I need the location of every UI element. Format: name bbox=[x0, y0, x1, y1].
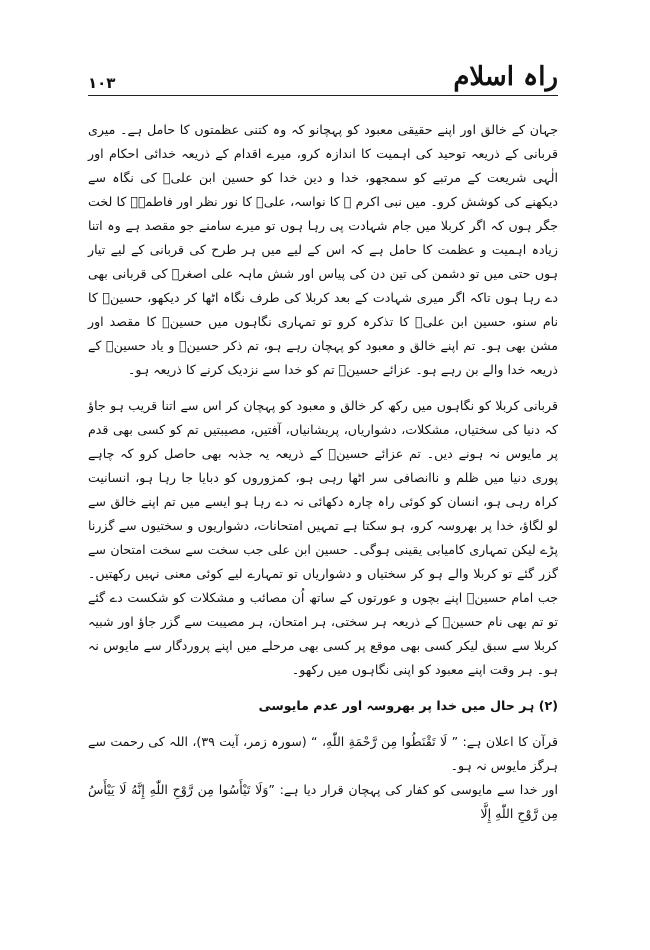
header-rule bbox=[88, 95, 558, 96]
paragraph-2: قربانی کربلا کو نگاہوں میں رکھ کر خالق و معبود کو پہچان کر اس سے اتنا قریب ہو جاؤ کہ دنیا کی سختیاں، مشکلات، دشواریاں، پریشانیاں، آفتیں، مصیبتیں تم کو کسی بھی قدم پر مایوس نہ ہونے دیں۔ تم عزائے حسینؑ کے ذریعہ یہ جذبہ بھی حاصل کرو کہ چاہے پوری دنیا میں ظلم و ناانصافی سر اٹھا رہی ہو، کمزوروں کو دبایا جا رہا ہو، انسانیت کراہ رہی ہو، انسان کو کوئی راہ چارہ دکھائی نہ دے رہا ہو ایسے میں تم اپنے خالق سے لو لگاؤ، خدا پر بھروسہ کرو، ہو سکتا ہے تمہیں امتحانات، دشواریوں و سختیوں سے گزرنا پڑے لیکن تمہاری کامیابی یقینی ہوگی۔ حسین ابن علی جب سخت سے سخت امتحان سے گزر گئے تو کربلا والے ہو کر سختیاں و دشواریاں تو تمہارے لیے کوئی معنی نہیں رکھتیں۔ جب امام حسینؑ اپنے بچوں و عورتوں کے ساتھ اُن مصائب و مشکلات کو شکست دے گئے تو تم بھی نام حسینؑ کے ذریعہ ہر سختی، ہر امتحان، ہر مصیبت سے گزر جاؤ اور شبیہ کربلا سے سبق لیکر کسی بھی موقع پر کسی بھی مرحلے میں اپنے پروردگار سے مایوس نہ ہو۔ ہر وقت اپنے معبود کو اپنی نگاہوں میں رکھو۔ bbox=[88, 398, 558, 677]
book-title: راہ اسلام bbox=[453, 62, 558, 92]
page-header bbox=[88, 52, 558, 92]
page-number: ۱۰۳ bbox=[88, 74, 116, 92]
quran-line-1: قرآن کا اعلان ہے: ” لَا تَقْنَطُوا مِن رَّحْمَةِ اللّٰهِ، “ (سورہ زمر، آیت ۳۹)، اللہ کی رحمت سے ہرگز مایوس نہ ہو۔ bbox=[88, 734, 558, 773]
quran-line-2: اور خدا سے مایوسی کو کفار کی پہچان قرار دیا ہے: ”وَلَا تَيْأَسُوا مِن رَّوْحِ اللّٰهِ إِنَّهُ لَا يَيْأَسُ مِن رَّوْحِ اللّٰهِ إِلَّا bbox=[88, 782, 558, 821]
paragraph-1: جہان کے خالق اور اپنے حقیقی معبود کو پہچانو کہ وہ کتنی عظمتوں کا حامل ہے۔ میری قربانی کے ذریعہ توحید کی اہمیت کا اندازہ کرو، میرے اقدام کے ذریعہ خدائی احکام اور الٰہی شریعت کے مرتبے کو سمجھو، خدا و دین خدا کو حسین ابن علیؑ کی نگاہ سے دیکھنے کی کوشش کرو۔ میں نبی اکرم ﷺ کا نواسہ، علیؑ کا نور نظر اور فاطمہؑ کا لخت جگر ہوں کہ اگر کربلا میں جام شہادت پی رہا ہوں تو میرے سامنے جو مقصد ہے وہ اتنا زیادہ اہمیت و عظمت کا حامل ہے کہ اس کے لیے میں ہر طرح کی قربانی کے لیے تیار ہوں حتی میں تو دشمن کی تین دن کی پیاس اور شش ماہہ علی اصغرؑ کی قربانی بھی دے رہا ہوں تاکہ اگر میری شہادت کے بعد کربلا کی طرف نگاہ اٹھا کر دیکھو، حسینؑ کا نام سنو، حسین ابن علیؑ کا تذکرہ کرو تو تمہاری نگاہوں میں حسینؑ کا مقصد اور مشن بھی ہو۔ تم اپنے خالق و معبود کو پہچان رہے ہو، تم ذکر حسینؑ و یاد حسینؑ کے ذریعہ خدا والے بن رہے ہو۔ عزائے حسینؑ تم کو خدا سے نزدیک کرنے کا ذریعہ ہو۔ bbox=[88, 122, 558, 377]
section-heading: (۲) ہر حال میں خدا پر بھروسہ اور عدم مایوسی bbox=[258, 698, 558, 713]
page-body bbox=[88, 118, 558, 826]
